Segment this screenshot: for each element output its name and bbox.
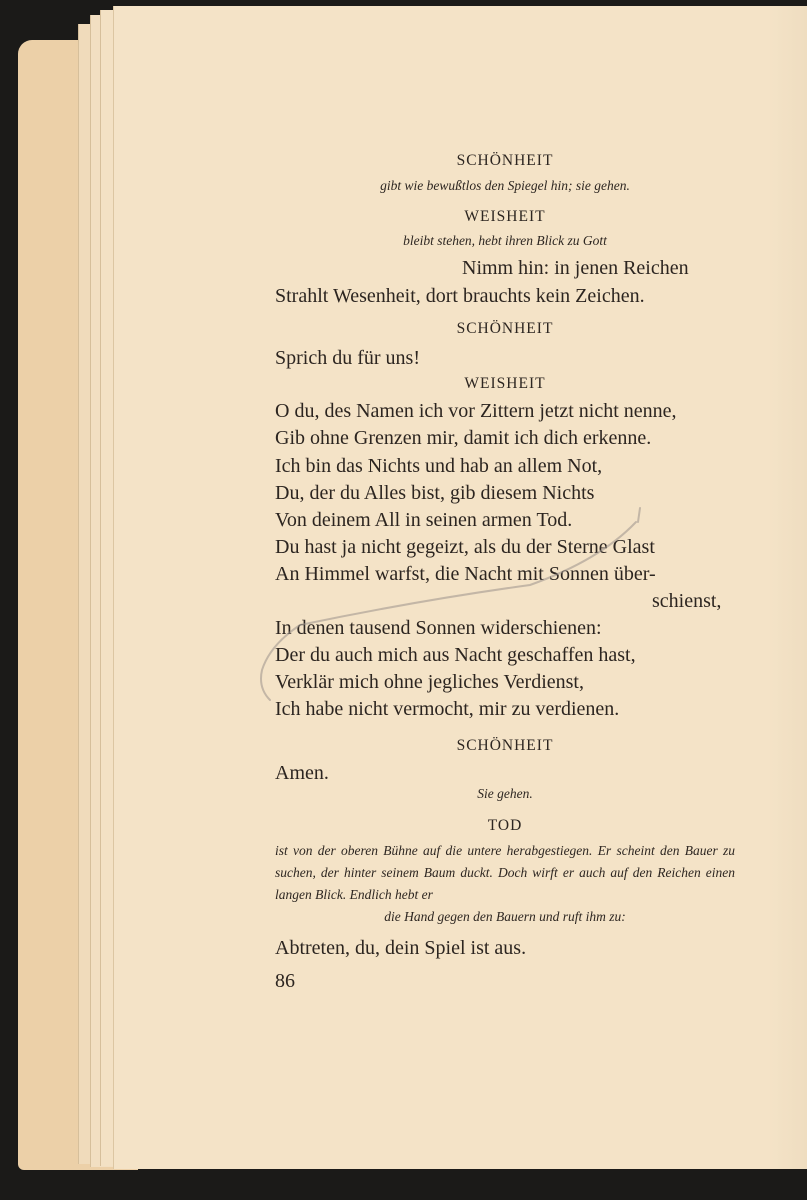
speaker-name: SCHÖNHEIT [456, 152, 554, 169]
verse-line: Strahlt Wesenheit, dort brauchts kein Zeichen. [275, 285, 645, 307]
verse-line: Ich habe nicht vermocht, mir zu verdienen. [275, 698, 620, 720]
stage-direction-line: er auch auf den Reichen einen langen Blick. Endlich hebt er [275, 865, 735, 902]
verse-line: O du, des Namen ich vor Zittern jetzt nicht nenne, [275, 400, 677, 422]
stage-direction: bleibt stehen, hebt ihren Blick zu Gott [403, 233, 607, 248]
verse-line: Nimm hin: in jenen Reichen [462, 257, 689, 279]
verse-line: Von deinem All in seinen armen Tod. [275, 509, 573, 531]
speaker-name: SCHÖNHEIT [456, 737, 554, 754]
speaker-name: WEISHEIT [464, 375, 546, 392]
stage-direction-line: den Bauer zu suchen, der hinter seinem Baum duckt. Doch wirft [275, 843, 735, 880]
verse-line: Ich bin das Nichts und hab an allem Not, [275, 455, 603, 477]
verse-line: Amen. [275, 762, 329, 784]
stage-direction: gibt wie bewußtlos den Spiegel hin; sie gehen. [380, 178, 630, 193]
speaker-name: WEISHEIT [464, 208, 546, 225]
stage-direction: Sie gehen. [477, 786, 533, 801]
speaker-name: SCHÖNHEIT [456, 320, 554, 337]
verse-line: Du hast ja nicht gegeizt, als du der Sterne Glast [275, 536, 655, 558]
verse-line: An Himmel warfst, die Nacht mit Sonnen über- [275, 563, 656, 585]
verse-line: Der du auch mich aus Nacht geschaffen hast, [275, 644, 636, 666]
page-number: 86 [275, 970, 295, 992]
verse-line: Abtreten, du, dein Spiel ist aus. [275, 937, 527, 959]
speaker-name: TOD [487, 817, 523, 834]
stage-direction-line: die Hand gegen den Bauern und ruft ihm zu: [384, 909, 626, 924]
verse-line: Du, der du Alles bist, gib diesem Nichts [275, 482, 595, 504]
verse-line: Verklär mich ohne jegliches Verdienst, [275, 671, 584, 693]
stage-direction-line: ist von der oberen Bühne auf die untere herabgestiegen. Er scheint [275, 843, 655, 858]
verse-line: schienst, [652, 590, 722, 612]
verse-line: Sprich du für uns! [275, 347, 420, 369]
verse-line: Gib ohne Grenzen mir, damit ich dich erkenne. [275, 427, 652, 449]
verse-line: In denen tausend Sonnen widerschienen: [275, 617, 602, 639]
